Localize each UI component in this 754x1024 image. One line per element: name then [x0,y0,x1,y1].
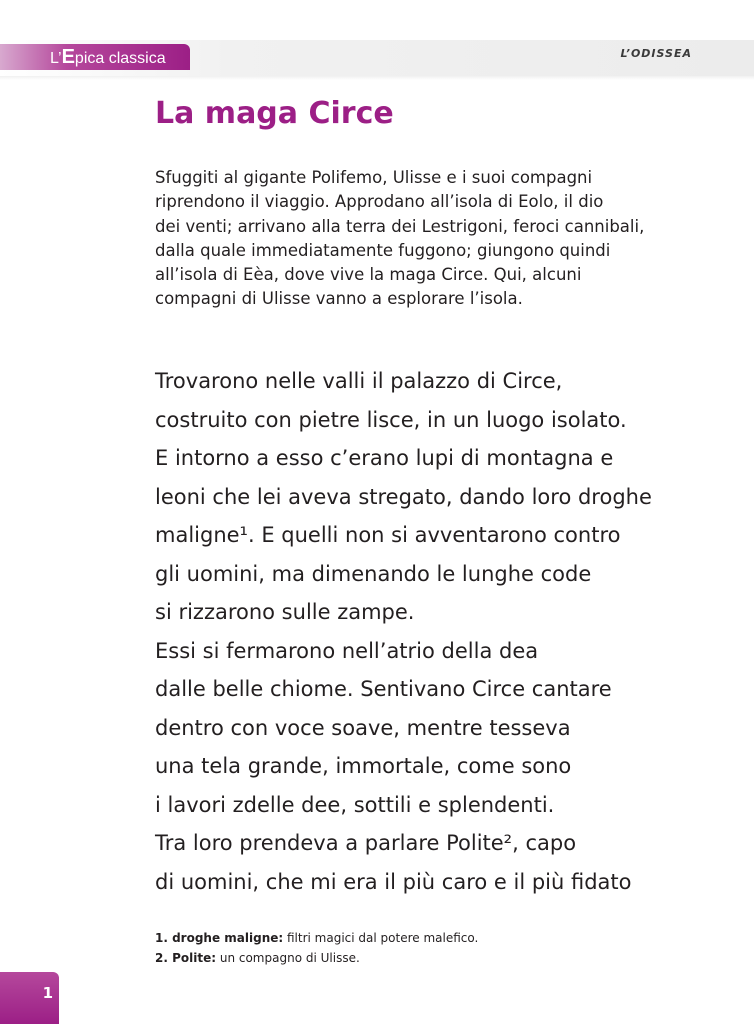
footnote [155,928,715,948]
page-title: La maga Circe [155,96,394,131]
footnotes [155,928,715,968]
intro-line: riprendono il viaggio. Approdano all’isola di Eolo, il dio [155,192,604,212]
poem-line: dalle belle chiome. Sentivano Circe cantare [155,677,612,701]
poem-line: leoni che lei aveva stregato, dando loro droghe [155,484,652,509]
poem-line: costruito con pietre lisce, in un luogo isolato. [155,407,627,432]
poem-line: si rizzarono sulle zampe. [155,600,415,624]
section-prefix: L’ [50,50,62,67]
poem-line: di uomini, che mi era il più caro e il più fidato [155,869,632,894]
section-tab [0,44,190,70]
footnote-text: un compagno di Ulisse. [216,951,360,965]
running-head: L’ODISSEA [620,47,692,60]
footnote-term: 2. Polite: [155,951,217,965]
poem-line: dentro con voce soave, mentre tesseva [155,715,571,740]
poem-line: Essi si fermarono nell’atrio della dea [155,638,539,663]
intro-line: dei venti; arrivano alla terra dei Lestrigoni, feroci cannibali, [155,216,645,236]
section-label: pica classica [74,50,166,67]
intro-line: all’isola di Eèa, dove vive la maga Circe. Qui, alcuni [155,265,582,285]
footnote [155,948,715,968]
footnote-term: 1. droghe maligne: [155,931,284,945]
poem-line: E intorno a esso c’erano lupi di montagna e [155,446,614,470]
page-number-tab [0,972,59,1024]
page-number: 1 [42,984,53,1002]
intro-paragraph [155,166,715,312]
intro-line: compagni di Ulisse vanno a esplorare l’isola. [155,289,523,309]
poem-text [155,362,735,901]
intro-line: Sfuggiti al gigante Polifemo, Ulisse e i suoi compagni [155,168,593,187]
header-shadow [0,76,754,80]
poem-line: i lavori zdelle dee, sottili e splendenti. [155,792,555,817]
poem-line: una tela grande, immortale, come sono [155,754,572,778]
poem-line: Trovarono nelle valli il palazzo di Circe, [155,369,563,393]
intro-line: dalla quale immediatamente fuggono; giungono quindi [155,240,611,260]
section-initial: E [61,46,75,68]
poem-line: gli uomini, ma dimenando le lunghe code [155,561,592,586]
poem-line: Tra loro prendeva a parlare Polite², capo [155,831,577,855]
poem-line: maligne¹. E quelli non si avventarono contro [155,523,621,547]
footnote-text: filtri magici dal potere malefico. [283,931,479,945]
